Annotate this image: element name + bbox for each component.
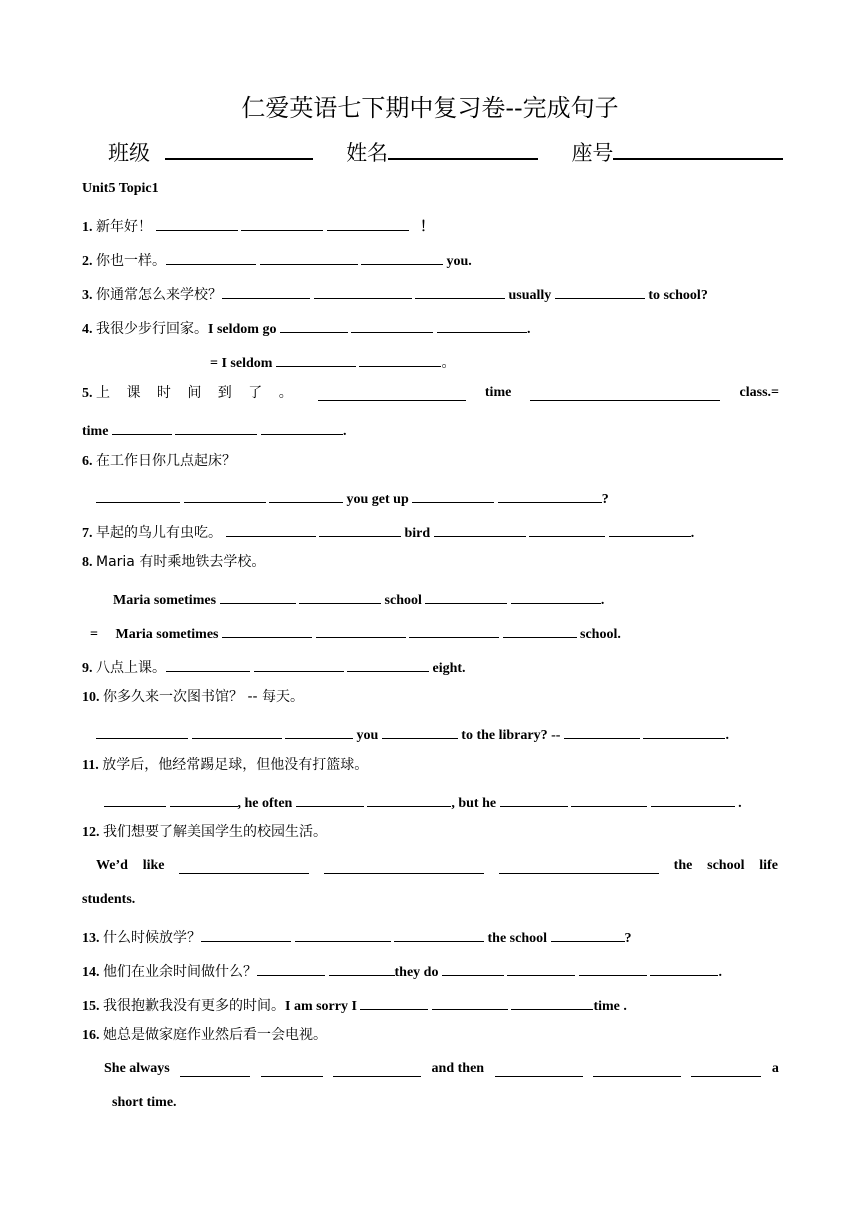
answer-blank[interactable] (324, 857, 484, 874)
question-6 (82, 452, 236, 471)
sentence-text: , he often (237, 796, 293, 811)
answer-blank[interactable] (650, 959, 718, 976)
answer-blank[interactable] (175, 418, 257, 435)
question-9 (82, 655, 466, 678)
question-1 (82, 214, 434, 237)
answer-blank[interactable] (360, 993, 428, 1010)
answer-blank[interactable] (593, 1060, 681, 1077)
question-16-line3 (112, 1094, 177, 1112)
question-number: 10. (82, 690, 100, 705)
answer-blank[interactable] (367, 790, 451, 807)
question-number: 14. (82, 965, 100, 980)
question-number: 1. (82, 220, 93, 235)
sentence-text: to school? (648, 288, 708, 303)
answer-blank[interactable] (166, 248, 256, 265)
punctuation: . (725, 728, 729, 743)
question-16-line2 (104, 1060, 779, 1078)
question-3 (82, 282, 708, 305)
question-12 (82, 823, 327, 842)
chinese-prompt: 在工作日你几点起床？ (96, 453, 236, 469)
answer-blank[interactable] (442, 959, 504, 976)
answer-blank[interactable] (192, 722, 282, 739)
question-8 (82, 553, 265, 572)
question-number: 13. (82, 931, 100, 946)
chinese-prompt: Maria 有时乘地铁去学校。 (96, 554, 266, 570)
chinese-prompt: 早起的鸟儿有虫吃。 (96, 525, 222, 541)
answer-blank[interactable] (437, 316, 527, 333)
sentence-text: and then (431, 1061, 485, 1076)
answer-blank[interactable] (499, 857, 659, 874)
punctuation: . (342, 424, 347, 439)
question-number: 5. (82, 386, 93, 401)
question-2 (82, 248, 472, 271)
answer-blank[interactable] (529, 520, 605, 537)
answer-blank[interactable] (226, 520, 316, 537)
punctuation: . (526, 322, 531, 337)
class-label: 班级 (108, 141, 150, 165)
chinese-prompt: 什么时候放学？ (103, 930, 201, 946)
answer-blank[interactable] (500, 790, 568, 807)
answer-blank[interactable] (415, 282, 505, 299)
answer-blank[interactable] (184, 486, 266, 503)
answer-blank[interactable] (511, 993, 593, 1010)
sentence-text: , but he (451, 796, 497, 811)
punctuation: . (600, 593, 605, 608)
question-7 (82, 520, 694, 543)
answer-blank[interactable] (201, 925, 291, 942)
answer-blank[interactable] (361, 248, 443, 265)
answer-blank[interactable] (382, 722, 458, 739)
sentence-text: time (484, 385, 512, 400)
sentence-text: She always (104, 1061, 170, 1076)
answer-blank[interactable] (260, 248, 358, 265)
sentence-text: school (384, 593, 422, 608)
question-11 (82, 756, 368, 775)
answer-blank[interactable] (257, 959, 325, 976)
answer-blank[interactable] (359, 350, 441, 367)
punctuation: . (690, 526, 695, 541)
answer-blank[interactable] (409, 621, 499, 638)
chinese-prompt: 他们在业余时间做什么？ (103, 964, 257, 980)
answer-blank[interactable] (261, 418, 343, 435)
answer-blank[interactable] (96, 486, 180, 503)
answer-blank[interactable] (571, 790, 647, 807)
answer-blank[interactable] (651, 790, 735, 807)
punctuation: ? (624, 931, 632, 946)
sentence-text: bird (404, 526, 431, 541)
answer-blank[interactable] (96, 722, 188, 739)
question-8-line3 (90, 621, 621, 644)
answer-blank[interactable] (412, 486, 494, 503)
chinese-prompt: 我们想要了解美国学生的校园生活。 (103, 824, 327, 840)
sentence-text: = I seldom (210, 356, 273, 371)
sentence-text: like (142, 858, 165, 873)
answer-blank[interactable] (166, 655, 250, 672)
question-number: 2. (82, 254, 93, 269)
answer-blank[interactable] (222, 282, 310, 299)
question-15 (82, 993, 627, 1016)
question-number: 8. (82, 555, 93, 570)
sentence-text: you. (446, 254, 472, 269)
answer-blank[interactable] (314, 282, 412, 299)
sentence-text: time (82, 424, 109, 439)
sentence-text: Maria sometimes (113, 593, 217, 608)
question-4 (82, 316, 530, 339)
chinese-prompt: 你也一样。 (96, 253, 166, 269)
answer-blank[interactable] (609, 520, 691, 537)
answer-blank[interactable] (179, 857, 309, 874)
sentence-text: I seldom go (208, 322, 277, 337)
answer-blank[interactable] (495, 1060, 583, 1077)
answer-blank[interactable] (691, 1060, 761, 1077)
sentence-text: a (771, 1061, 779, 1076)
answer-blank[interactable] (347, 655, 429, 672)
answer-blank[interactable] (319, 520, 401, 537)
name-label: 姓名 (346, 141, 389, 165)
question-number: 7. (82, 526, 93, 541)
question-13 (82, 925, 632, 948)
answer-blank[interactable] (220, 587, 296, 604)
answer-blank[interactable] (180, 1060, 250, 1077)
question-5-line2 (82, 418, 346, 441)
seat-blank[interactable] (613, 136, 783, 160)
punctuation: . (738, 796, 742, 811)
student-info-row (108, 136, 783, 167)
answer-blank[interactable] (333, 1060, 421, 1077)
question-number: 11. (82, 758, 99, 773)
answer-blank[interactable] (432, 993, 508, 1010)
sentence-text: you get up (346, 492, 409, 507)
sentence-text: time . (593, 999, 627, 1014)
seat-label: 座号 (571, 141, 614, 165)
sentence-text: the (673, 858, 693, 873)
chinese-prompt: 你多久来一次图书馆？ -- 每天。 (103, 689, 305, 705)
chinese-prompt: 新年好！ (96, 219, 152, 235)
answer-blank[interactable] (511, 587, 601, 604)
answer-blank[interactable] (316, 621, 406, 638)
answer-blank[interactable] (318, 384, 466, 401)
worksheet-title: 仁爱英语七下期中复习卷--完成句子 (241, 94, 619, 122)
question-number: 15. (82, 999, 100, 1014)
sentence-text: the school (487, 931, 547, 946)
answer-blank[interactable] (530, 384, 720, 401)
sentence-text: you (356, 728, 379, 743)
question-16 (82, 1026, 327, 1045)
sentence-text: short time. (112, 1095, 177, 1110)
question-8-line2 (113, 587, 604, 610)
answer-blank[interactable] (507, 959, 575, 976)
sentence-text: usually (508, 288, 552, 303)
sentence-text: students. (82, 892, 136, 907)
question-number: 3. (82, 288, 93, 303)
chinese-prompt: 我很抱歉我没有更多的时间。 (103, 998, 285, 1014)
sentence-text: school (707, 858, 745, 873)
question-6-line2 (96, 486, 609, 509)
answer-blank[interactable] (551, 925, 625, 942)
answer-blank[interactable] (241, 214, 323, 231)
answer-blank[interactable] (285, 722, 353, 739)
sentence-text: I am sorry I (285, 999, 357, 1014)
sentence-text: class.= (739, 385, 779, 400)
question-10 (82, 688, 304, 707)
sentence-text: they do (394, 965, 439, 980)
answer-blank[interactable] (299, 587, 381, 604)
answer-blank[interactable] (280, 316, 348, 333)
question-12-line2 (96, 857, 778, 875)
chinese-prompt: 放学后，他经常踢足球，但他没有打篮球。 (102, 757, 369, 773)
class-blank[interactable] (165, 136, 313, 160)
question-number: 12. (82, 825, 100, 840)
answer-blank[interactable] (261, 1060, 323, 1077)
chinese-prompt: 上 课 时 间 到 了 。 (96, 385, 299, 401)
answer-blank[interactable] (425, 587, 507, 604)
name-blank[interactable] (388, 136, 538, 160)
answer-blank[interactable] (222, 621, 312, 638)
answer-blank[interactable] (295, 925, 391, 942)
answer-blank[interactable] (555, 282, 645, 299)
question-11-line2 (104, 790, 742, 813)
sentence-text: eight. (432, 661, 466, 676)
question-number: 16. (82, 1028, 100, 1043)
punctuation: 。 (441, 355, 456, 371)
answer-blank[interactable] (329, 959, 395, 976)
answer-blank[interactable] (269, 486, 343, 503)
chinese-prompt: 你通常怎么来学校？ (96, 287, 222, 303)
chinese-prompt: 八点上课。 (96, 660, 166, 676)
sentence-text: to the library? -- (461, 728, 561, 743)
answer-blank[interactable] (254, 655, 344, 672)
answer-blank[interactable] (564, 722, 640, 739)
answer-blank[interactable] (156, 214, 238, 231)
question-10-line2 (96, 722, 729, 745)
sentence-text: We’d (96, 858, 128, 873)
punctuation: ！ (420, 220, 434, 235)
question-4-alt (210, 350, 455, 373)
answer-blank[interactable] (351, 316, 433, 333)
punctuation: . (718, 965, 722, 980)
answer-blank[interactable] (296, 790, 364, 807)
question-14 (82, 959, 722, 982)
answer-blank[interactable] (394, 925, 484, 942)
answer-blank[interactable] (503, 621, 577, 638)
answer-blank[interactable] (579, 959, 647, 976)
answer-blank[interactable] (327, 214, 409, 231)
unit-heading: Unit5 Topic1 (82, 181, 159, 196)
sentence-text: life (759, 858, 778, 873)
sentence-text: school. (580, 627, 621, 642)
question-number: 4. (82, 322, 93, 337)
question-number: 9. (82, 661, 93, 676)
answer-blank[interactable] (170, 790, 238, 807)
punctuation: ? (601, 492, 609, 507)
question-number: 6. (82, 454, 93, 469)
question-5 (82, 384, 779, 403)
answer-blank[interactable] (434, 520, 526, 537)
answer-blank[interactable] (112, 418, 172, 435)
answer-blank[interactable] (498, 486, 602, 503)
equals-sign: = (90, 627, 98, 642)
question-12-line3 (82, 891, 135, 909)
sentence-text: Maria sometimes (115, 627, 219, 642)
chinese-prompt: 她总是做家庭作业然后看一会电视。 (103, 1027, 327, 1043)
chinese-prompt: 我很少步行回家。 (96, 321, 208, 337)
answer-blank[interactable] (276, 350, 356, 367)
answer-blank[interactable] (104, 790, 166, 807)
answer-blank[interactable] (643, 722, 725, 739)
